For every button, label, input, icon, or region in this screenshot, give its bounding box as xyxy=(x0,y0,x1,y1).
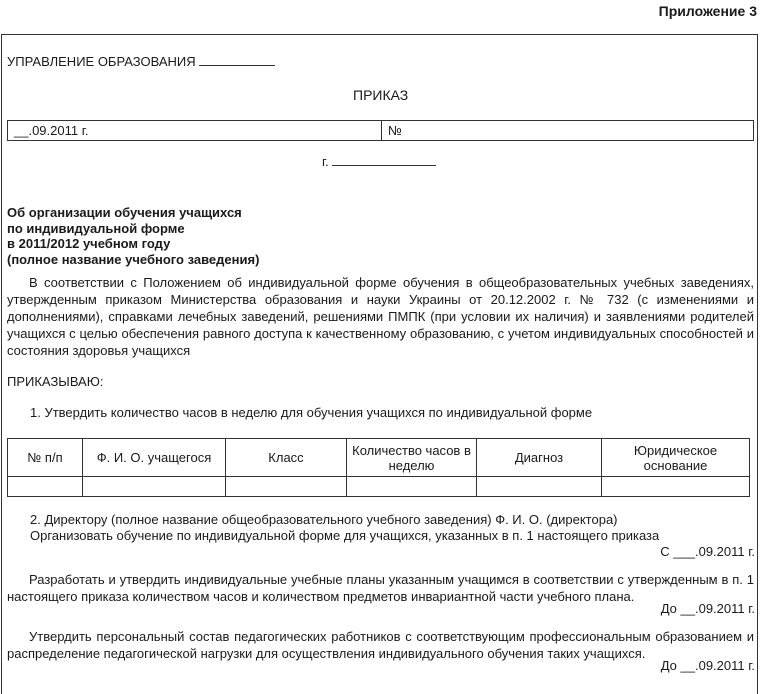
department-line xyxy=(7,54,275,70)
table-cell xyxy=(602,477,750,497)
number-cell: № xyxy=(388,123,402,138)
department-blank xyxy=(199,65,275,66)
preamble-paragraph: В соответствии с Положением об индивидуальной форме обучения в общеобразовательных учебных заведениях, утвержденным приказом Министерства образования и науки Украины от 20.12.2002 г. № 732 (с изменениями и дополнениями), справками лечебных заведений, решениями ПМПК (при условии их наличия) и заявлениями родителей учащихся с целью обеспечения равного доступа к качественному образованию, с учетом индивидуальных способностей и состояния здоровья учащихся xyxy=(7,275,754,358)
deadline-1: С ___.09.2011 г. xyxy=(660,544,755,559)
city-prefix: г. xyxy=(322,154,329,169)
subject-line-2: по индивидуальной форме xyxy=(7,220,185,236)
table-cell xyxy=(347,477,477,497)
date-number-box xyxy=(7,120,754,141)
city-blank xyxy=(332,165,436,166)
deadline-2: До __.09.2011 г. xyxy=(660,601,755,616)
document-title: ПРИКАЗ xyxy=(353,87,409,103)
date-cell: __.09.2011 г. xyxy=(8,121,382,140)
appendix-label: Приложение 3 xyxy=(658,3,757,19)
subject-line-1: Об организации обучения учащихся xyxy=(7,205,242,220)
table-cell xyxy=(477,477,602,497)
table-cell xyxy=(83,477,226,497)
order-subject xyxy=(7,205,259,267)
header-hours: Количество часов в неделю xyxy=(347,439,477,477)
header-full-name: Ф. И. О. учащегося xyxy=(83,439,226,477)
subject-line-4: (полное название учебного заведения) xyxy=(7,251,260,267)
city-line xyxy=(322,154,436,170)
deadline-3: До __.09.2011 г. xyxy=(660,658,755,673)
subject-line-3: в 2011/2012 учебном году xyxy=(7,236,171,251)
header-class: Класс xyxy=(226,439,347,477)
order-word: ПРИКАЗЫВАЮ: xyxy=(7,374,104,389)
item-2-task-3: Утвердить персональный состав педагогических работников с соответствующим профессиональным образованием и распределение педагогической нагрузки для осуществления индивидуального обучения таких учащихся. xyxy=(7,629,754,661)
header-number: № п/п xyxy=(8,439,83,477)
item-2-task-2: Разработать и утвердить индивидуальные учебные планы указанным учащимся в соответствии с утвержденным в п. 1 настоящего приказа количеством часов и количеством предметов инвариантной части учебного плана. xyxy=(7,572,754,604)
table-cell xyxy=(8,477,83,497)
table-cell xyxy=(226,477,347,497)
header-legal-basis: Юридическое основание xyxy=(602,439,750,477)
table-header-row xyxy=(8,439,750,477)
item-1-text: 1. Утвердить количество часов в неделю для обучения учащихся по индивидуальной форме xyxy=(30,405,593,420)
table-row xyxy=(8,477,750,497)
header-diagnosis: Диагноз xyxy=(477,439,602,477)
item-2-task-1: Организовать обучение по индивидуальной форме для учащихся, указанных в п. 1 настоящего приказа xyxy=(30,528,660,543)
department-label: УПРАВЛЕНИЕ ОБРАЗОВАНИЯ xyxy=(7,54,196,69)
students-table xyxy=(7,438,750,497)
item-2-title: 2. Директору (полное название общеобразовательного учебного заведения) Ф. И. О. (директора) xyxy=(30,512,618,527)
